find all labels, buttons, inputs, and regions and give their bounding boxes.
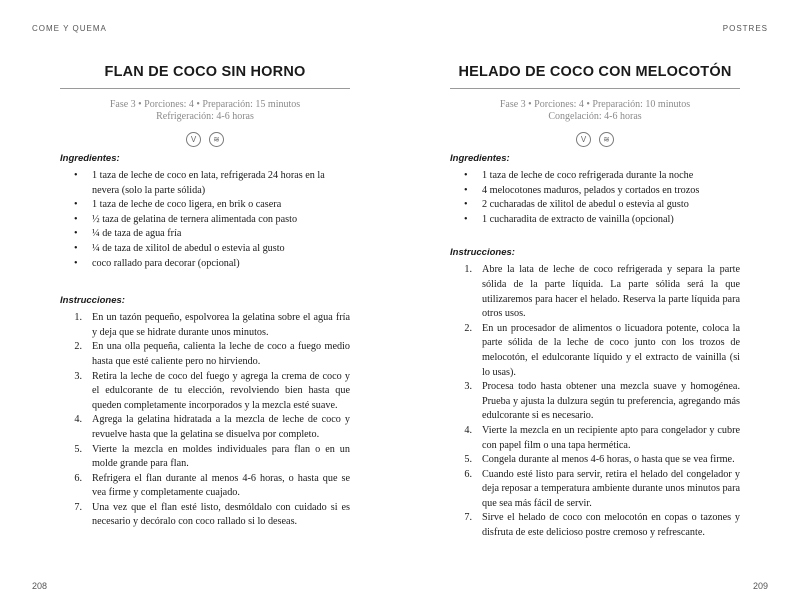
- step-number: 7.: [464, 512, 472, 524]
- instruction-step: [450, 263, 740, 321]
- step-number: 2.: [74, 341, 82, 353]
- instruction-step: [450, 511, 740, 540]
- recipe-title: FLAN DE COCO SIN HORNO: [60, 64, 350, 89]
- ingredient-item: • coco rallado para decorar (opcional): [60, 257, 350, 272]
- step-number: 2.: [464, 322, 472, 334]
- step-text: Abre la lata de leche de coco refrigerada y separa la parte sólida de la parte líquida. La parte sólida será la que utilizaremos para hacer el helado. Reserva la parte líquida para otros usos.: [482, 264, 740, 320]
- ingredient-item: • ¼ de taza de agua fría: [60, 227, 350, 242]
- instruction-step: [450, 322, 740, 380]
- right-page: [400, 0, 800, 613]
- instructions-list: [450, 263, 740, 540]
- step-number: 6.: [464, 468, 472, 480]
- instruction-step: [60, 443, 350, 472]
- ingredient-item: • 1 cucharadita de extracto de vainilla (opcional): [450, 213, 740, 228]
- instruction-step: [450, 453, 740, 468]
- recipe-helado: [450, 64, 740, 541]
- step-text: En un procesador de alimentos o licuadora potente, coloca la parte sólida de la leche de coco junto con los trozos de melocotón, el edulcorante líquido y el extracto de vainilla (si lo usas).: [482, 322, 740, 378]
- ingredients-label: Ingredientes:: [60, 153, 120, 164]
- ingredient-item: • ½ taza de gelatina de ternera alimentada con pasto: [60, 213, 350, 228]
- ingredient-item: • 1 taza de leche de coco refrigerada durante la noche: [450, 169, 740, 184]
- step-text: Congela durante al menos 4-6 horas, o hasta que se vea firme.: [482, 454, 735, 466]
- instructions-label: Instrucciones:: [60, 295, 125, 307]
- diet-icons: [60, 132, 350, 147]
- step-number: 4.: [464, 424, 472, 436]
- ingredient-item: • 4 melocotones maduros, pelados y cortados en trozos: [450, 184, 740, 199]
- ingredients-list: [60, 169, 350, 271]
- step-number: 3.: [464, 381, 472, 393]
- recipe-title: HELADO DE COCO CON MELOCOTÓN: [450, 64, 740, 89]
- step-number: 3.: [74, 370, 82, 382]
- step-text: En un tazón pequeño, espolvorea la gelatina sobre el agua fría y deja que se hidrate durante unos minutos.: [92, 312, 350, 338]
- instruction-step: [60, 501, 350, 530]
- instruction-step: [60, 413, 350, 442]
- recipe-meta: [60, 99, 350, 123]
- meta-line: Congelación: 4-6 horas: [548, 111, 642, 122]
- vegetarian-icon: V: [186, 132, 201, 147]
- ingredient-item: • 2 cucharadas de xilitol de abedul o estevia al gusto: [450, 198, 740, 213]
- instructions-list: [60, 311, 350, 530]
- recipe-meta: [450, 99, 740, 123]
- ingredient-item: • 1 taza de leche de coco ligera, en brik o casera: [60, 198, 350, 213]
- running-head: COME Y QUEMA: [32, 24, 107, 33]
- instruction-step: [60, 311, 350, 340]
- instruction-step: [450, 380, 740, 424]
- meta-line: Fase 3 • Porciones: 4 • Preparación: 10 minutos: [499, 99, 691, 110]
- ingredients-label: Ingredientes:: [450, 153, 510, 164]
- instruction-step: [450, 468, 740, 512]
- instruction-step: [60, 370, 350, 414]
- ingredients-list: [450, 169, 740, 227]
- step-text: Agrega la gelatina hidratada a la mezcla de leche de coco y revuelve hasta que la gelatina se disuelva por completo.: [92, 414, 350, 440]
- step-text: Vierte la mezcla en moldes individuales para flan o en un molde grande para flan.: [92, 443, 350, 470]
- dairy-free-icon: ≋: [209, 132, 224, 147]
- step-number: 6.: [74, 472, 82, 484]
- ingredient-item: • ¼ de taza de xilitol de abedul o estevia al gusto: [60, 242, 350, 257]
- meta-line: Refrigeración: 4-6 horas: [156, 111, 254, 122]
- diet-icons: [450, 132, 740, 147]
- step-text: Refrigera el flan durante al menos 4-6 horas, o hasta que se vea firme y completamente cuajado.: [92, 472, 350, 499]
- step-text: Retira la leche de coco del fuego y agrega la crema de coco y el edulcorante de tu elección, revolviendo bien hasta que queden completamente incorporados y la mezcla esté suave.: [92, 370, 350, 411]
- page-number: 209: [752, 581, 768, 591]
- instruction-step: [60, 340, 350, 369]
- step-text: Cuando esté listo para servir, retira el helado del congelador y deja reposar a temperatura ambiente durante unos minutos para que sea más fácil de servir.: [482, 468, 740, 509]
- vegetarian-icon: V: [576, 132, 591, 147]
- step-number: 5.: [464, 454, 472, 466]
- step-number: 7.: [74, 501, 82, 513]
- dairy-free-icon: ≋: [599, 132, 614, 147]
- step-text: Procesa todo hasta obtener una mezcla suave y homogénea. Prueba y ajusta la dulzura según tu preferencia, agregando más edulcorante si es necesario.: [482, 381, 740, 422]
- instructions-label: Instrucciones:: [450, 247, 515, 259]
- instruction-step: [450, 424, 740, 453]
- step-number: 1.: [464, 264, 472, 276]
- step-text: Sirve el helado de coco con melocotón en copas o tazones y disfruta de este delicioso postre cremoso y refrescante.: [482, 512, 740, 539]
- ingredient-item: • 1 taza de leche de coco en lata, refrigerada 24 horas en la nevera (solo la parte sólida): [60, 169, 350, 198]
- running-head: POSTRES: [722, 24, 768, 33]
- step-text: Vierte la mezcla en un recipiente apto para congelador y cubre con papel film o una tapa hermética.: [482, 424, 740, 451]
- step-number: 4.: [74, 414, 82, 426]
- page-number: 208: [32, 581, 48, 591]
- recipe-flan: [60, 64, 350, 530]
- step-text: Una vez que el flan esté listo, desmóldalo con cuidado si es necesario y decóralo con coco rallado si lo deseas.: [92, 501, 350, 528]
- instruction-step: [60, 472, 350, 501]
- step-number: 1.: [74, 312, 82, 324]
- step-text: En una olla pequeña, calienta la leche de coco a fuego medio hasta que esté caliente pero no hirviendo.: [92, 341, 350, 367]
- meta-line: Fase 3 • Porciones: 4 • Preparación: 15 minutos: [109, 99, 301, 110]
- step-number: 5.: [74, 443, 82, 455]
